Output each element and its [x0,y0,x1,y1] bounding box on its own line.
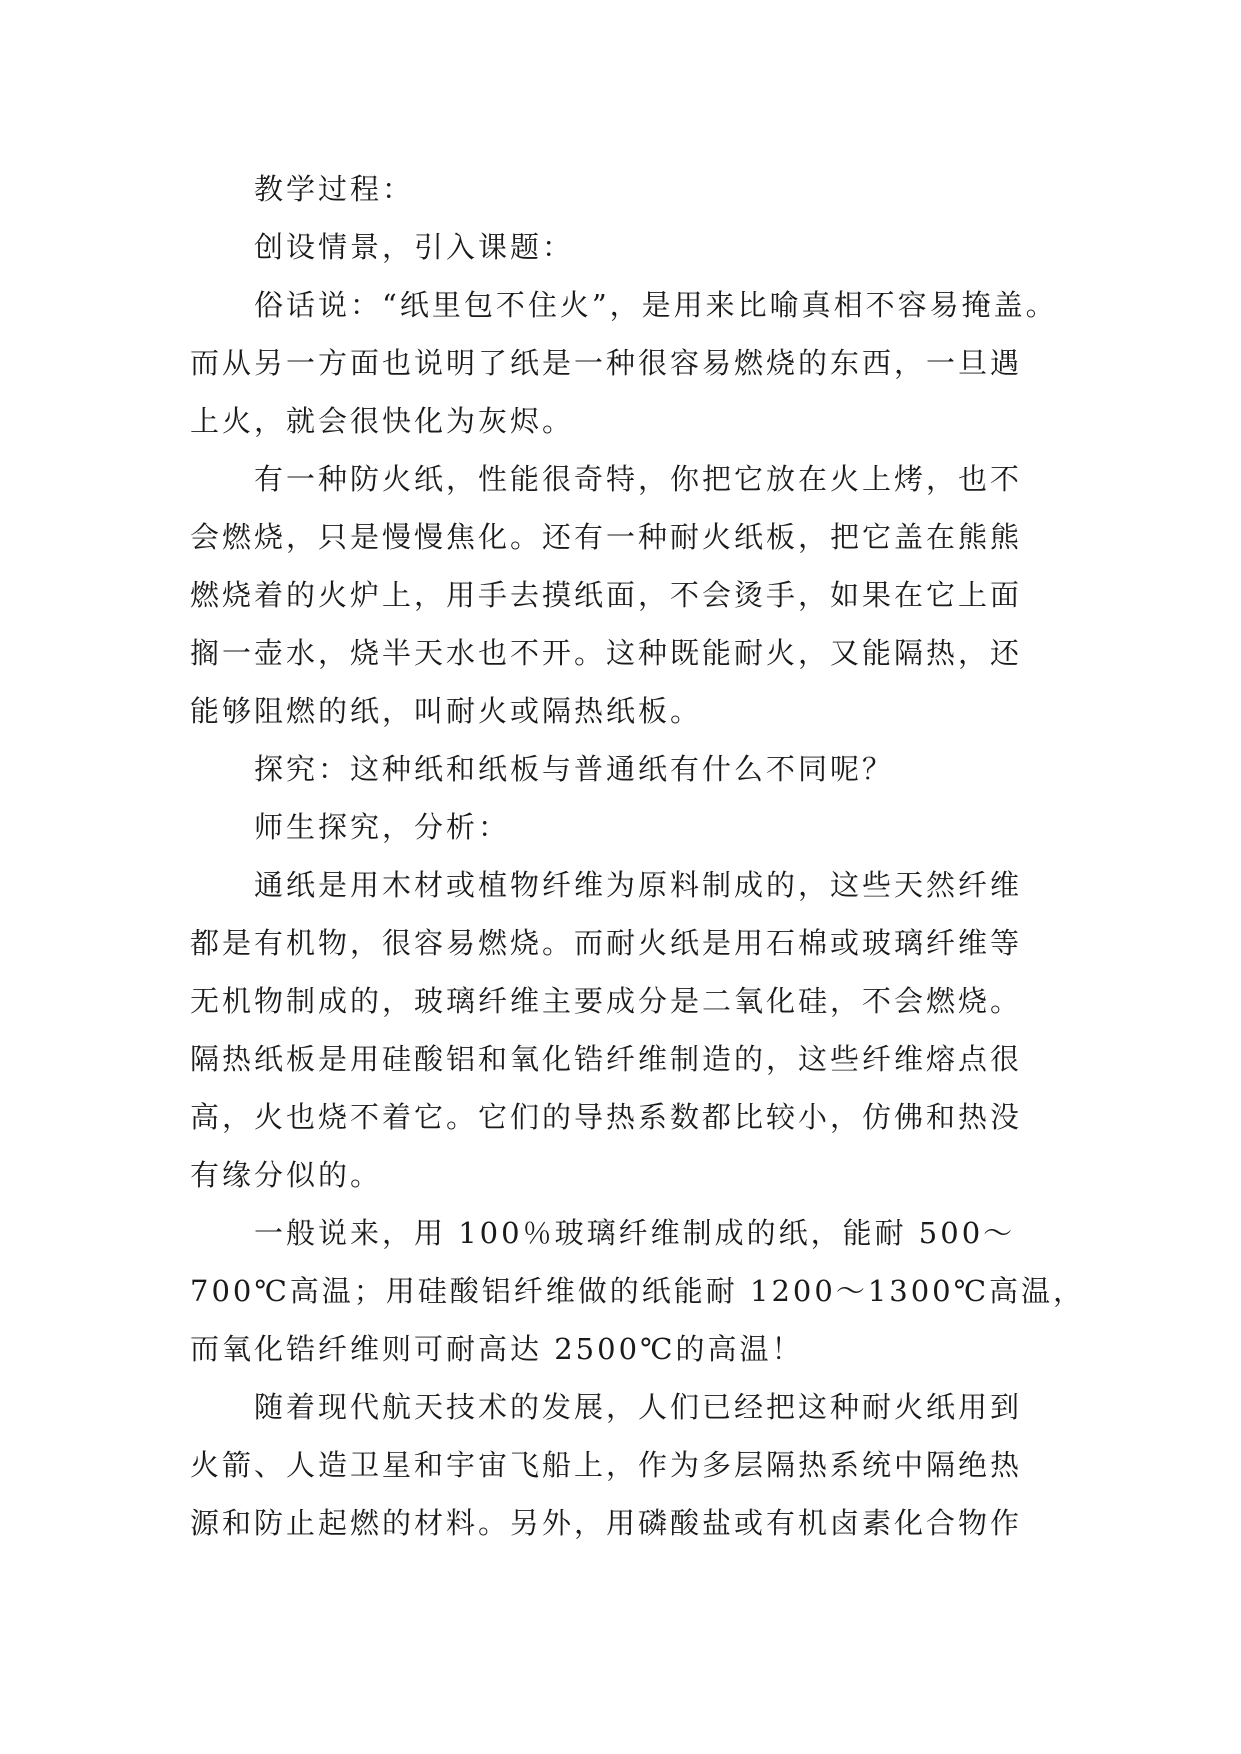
text-line: 而从另一方面也说明了纸是一种很容易燃烧的东西，一旦遇 [190,346,1023,380]
text-line: 隔热纸板是用硅酸铝和氧化锆纤维制造的，这些纤维熔点很 [190,1042,1023,1076]
text-line: 能够阻燃的纸，叫耐火或隔热纸板。 [190,694,703,728]
text-line: 有一种防火纸，性能很奇特，你把它放在火上烤，也不 [254,462,1023,496]
text-line: 随着现代航天技术的发展，人们已经把这种耐火纸用到 [254,1390,1023,1424]
text-line: 上火，就会很快化为灰烬。 [190,404,575,438]
document-body [190,160,1086,1552]
text-line: 源和防止起燃的材料。另外，用磷酸盐或有机卤素化合物作 [190,1506,1023,1540]
text-line: 无机物制成的，玻璃纤维主要成分是二氧化硅，不会燃烧。 [190,984,1023,1018]
text-line: 教学过程： [254,172,415,206]
text-line: 搁一壶水，烧半天水也不开。这种既能耐火，又能隔热，还 [190,636,1023,670]
text-line: 有缘分似的。 [190,1158,383,1192]
text-line: 会燃烧，只是慢慢焦化。还有一种耐火纸板，把它盖在熊熊 [190,520,1023,554]
text-line: 探究：这种纸和纸板与普通纸有什么不同呢？ [254,752,895,786]
text-line: 俗话说：“纸里包不住火”，是用来比喻真相不容易掩盖。 [254,288,1058,322]
text-line: 创设情景，引入课题： [254,230,575,264]
text-line: 师生探究，分析： [254,810,511,844]
text-line: 700℃高温；用硅酸铝纤维做的纸能耐 1200～1300℃高温， [190,1274,1086,1308]
text-line: 火箭、人造卫星和宇宙飞船上，作为多层隔热系统中隔绝热 [190,1448,1023,1482]
text-line: 一般说来，用 100％玻璃纤维制成的纸，能耐 500～ [254,1216,1016,1250]
text-line: 而氧化锆纤维则可耐高达 2500℃的高温！ [190,1332,804,1366]
text-line: 燃烧着的火炉上，用手去摸纸面，不会烫手，如果在它上面 [190,578,1023,612]
text-line: 高，火也烧不着它。它们的导热系数都比较小，仿佛和热没 [190,1100,1023,1134]
text-line: 通纸是用木材或植物纤维为原料制成的，这些天然纤维 [254,868,1023,902]
text-line: 都是有机物，很容易燃烧。而耐火纸是用石棉或玻璃纤维等 [190,926,1023,960]
